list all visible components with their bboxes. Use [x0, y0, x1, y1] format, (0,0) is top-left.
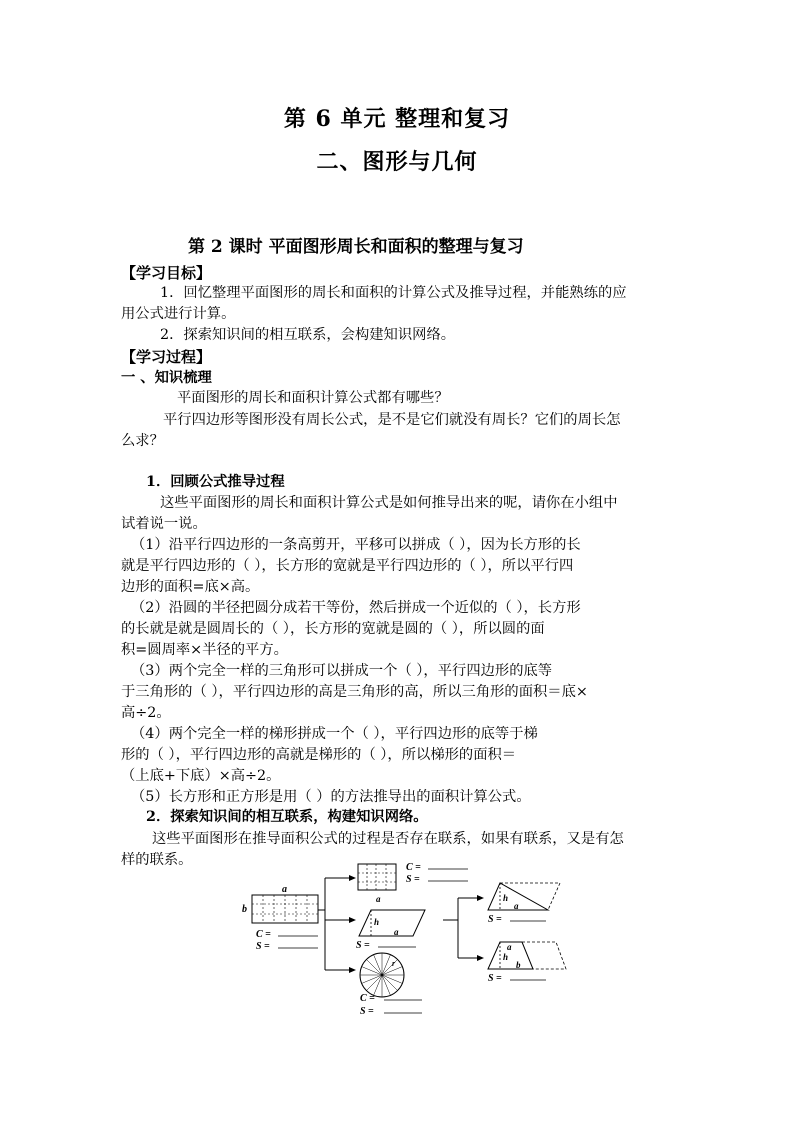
- objective-1-line1: 1．回忆整理平面图形的周长和面积的计算公式及推导过程，并能熟练的应: [160, 285, 627, 301]
- paragraph-2-line2: 的长就是就是圆周长的（ ），长方形的宽就是圆的（ ），所以圆的面: [121, 621, 545, 637]
- lesson-title: 第 2 课时 平面图形周长和面积的整理与复习: [188, 237, 524, 257]
- sub2-intro-line2: 样的联系。: [121, 852, 193, 868]
- process-heading: 【学习过程】: [121, 348, 212, 366]
- triangle-formula-s: S =: [488, 914, 502, 925]
- objective-1-line2: 用公式进行计算。: [121, 306, 236, 322]
- triangle-label-a: a: [514, 901, 519, 911]
- paragraph-5: （5）长方形和正方形是用（ ）的方法推导出的面积计算公式。: [131, 789, 531, 805]
- section-title: 二、图形与几何: [316, 149, 478, 175]
- paragraph-2-line3: 积=圆周率×半径的平方。: [121, 642, 288, 658]
- paragraph-4-line2: 形的（ ），平行四边形的高就是梯形的（ ），所以梯形的面积＝: [121, 747, 517, 763]
- trapezoid-label-h: h: [503, 952, 509, 962]
- sub2-intro-line1: 这些平面图形在推导面积公式的过程是否存在联系，如果有联系，又是有怎: [152, 831, 624, 847]
- sub1-heading: 1．回顾公式推导过程: [146, 474, 285, 490]
- triangle-label-h: h: [503, 893, 509, 903]
- paragraph-3-line3: 高÷2。: [121, 705, 171, 721]
- sub1-intro-line1: 这些平面图形的周长和面积计算公式是如何推导出来的呢，请你在小组中: [160, 495, 618, 511]
- square-formula-s: S =: [406, 874, 420, 885]
- para-label-h: h: [374, 917, 380, 927]
- trapezoid-label-b: b: [516, 960, 521, 970]
- trapezoid-figure: [488, 942, 566, 984]
- sub2-heading: 2．探索知识间的相互联系，构建知识网络。: [146, 809, 428, 825]
- trapezoid-formula-s: S =: [488, 973, 502, 984]
- unit-title: 第 6 单元 整理和复习: [283, 106, 511, 132]
- rect-formula-s: S =: [256, 941, 270, 952]
- para-formula-s: S =: [356, 940, 370, 951]
- circle-formula-c: C =: [360, 993, 375, 1004]
- paragraph-3-line1: （3）两个完全一样的三角形可以拼成一个（ ），平行四边形的底等: [131, 663, 553, 679]
- square-label-a: a: [376, 894, 381, 904]
- question-2-line2: 么求？: [121, 433, 164, 449]
- parallelogram-figure: [356, 910, 425, 951]
- paragraph-3-line2: 于三角形的（ ），平行四边形的高是三角形的高，所以三角形的面积＝底×: [121, 684, 588, 700]
- paragraph-1-line2: 就是平行四边形的（ ），长方形的宽就是平行四边形的（ ），所以平行四: [121, 558, 574, 574]
- question-1: 平面图形的周长和面积计算公式都有哪些？: [177, 390, 449, 406]
- circle-formula-s: S =: [360, 1006, 374, 1017]
- paragraph-1-line1: （1）沿平行四边形的一条高剪开，平移可以拼成（ ），因为长方形的长: [131, 537, 581, 553]
- paragraph-4-line1: （4）两个完全一样的梯形拼成一个（ ），平行四边形的底等于梯: [131, 726, 538, 742]
- objectives-heading: 【学习目标】: [121, 264, 212, 282]
- part1-heading: 一 、知识梳理: [121, 370, 212, 386]
- circle-figure: [360, 953, 422, 1017]
- triangle-figure: [488, 883, 560, 925]
- square-figure: [358, 862, 468, 904]
- square-formula-c: C =: [406, 862, 421, 873]
- rect-label-b: b: [242, 904, 247, 915]
- rectangle-figure: [242, 884, 318, 952]
- connector-lines: [318, 878, 480, 970]
- paragraph-4-line3: （上底+下底）×高÷2。: [121, 768, 281, 784]
- rect-formula-c: C =: [256, 929, 271, 940]
- question-2-line1: 平行四边形等图形没有周长公式，是不是它们就没有周长？它们的周长怎: [163, 412, 621, 428]
- rect-label-a: a: [282, 884, 287, 895]
- para-label-a: a: [394, 927, 399, 937]
- objective-2: 2．探索知识间的相互联系，会构建知识网络。: [160, 327, 456, 343]
- paragraph-2-line1: （2）沿圆的半径把圆分成若干等份，然后拼成一个近似的（ ），长方形: [131, 600, 581, 616]
- sub1-intro-line2: 试着说一说。: [121, 516, 207, 532]
- trapezoid-label-a: a: [507, 942, 512, 952]
- paragraph-1-line3: 边形的面积=底×高。: [121, 579, 260, 595]
- circle-label-r: r: [392, 959, 396, 968]
